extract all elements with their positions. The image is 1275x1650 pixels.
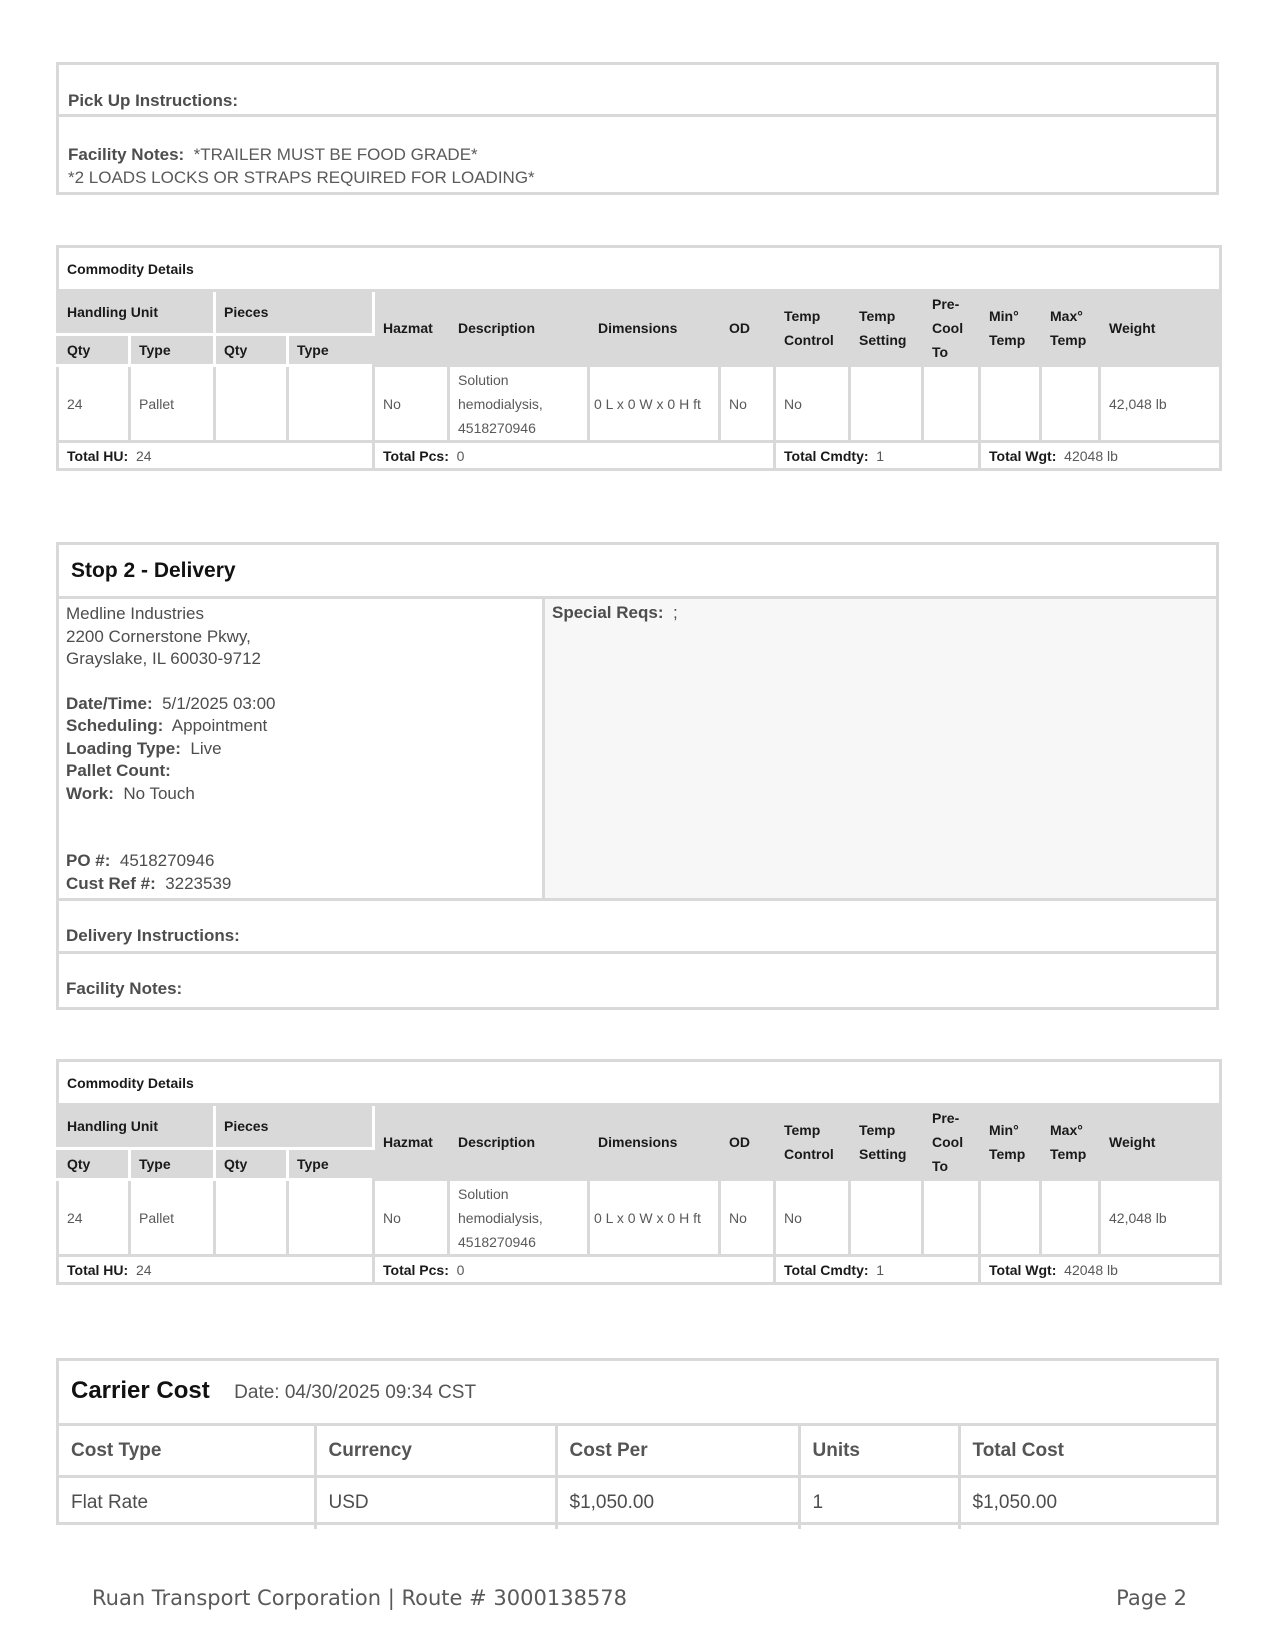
hu-qty-cell: 24 (58, 1180, 130, 1256)
stop2-details (59, 599, 1216, 901)
description-cell: Solution hemodialysis, 4518270946 (449, 366, 589, 442)
pc-type-header: Type (288, 1148, 374, 1179)
delivery-facility-notes-row (59, 954, 1216, 999)
precool-header: Pre- Cool To (923, 291, 980, 366)
od-header: OD (720, 291, 775, 366)
footer-route: Ruan Transport Corporation | Route # 3000138578 (92, 1586, 628, 1610)
pieces-header: Pieces (215, 1105, 374, 1149)
max-temp-cell (1041, 1180, 1100, 1256)
carrier-cost-header-row (59, 1425, 1216, 1477)
delivery-instructions-label: Delivery Instructions: (66, 926, 240, 945)
pickup-instructions-label: Pick Up Instructions: (68, 91, 239, 110)
min-temp-cell (980, 366, 1041, 442)
commodity-details-table (56, 245, 1222, 471)
table-row (58, 366, 1221, 442)
commodity-details-title: Commodity Details (58, 247, 1221, 291)
min-temp-cell (980, 1180, 1041, 1256)
pieces-header: Pieces (215, 291, 374, 335)
temp-control-cell: No (775, 366, 850, 442)
temp-control-header: Temp Control (775, 291, 850, 366)
od-cell: No (720, 366, 775, 442)
od-header: OD (720, 1105, 775, 1180)
cost-type-cell: Flat Rate (59, 1477, 315, 1529)
total-hu: Total HU: 24 (58, 442, 374, 470)
temp-control-header: Temp Control (775, 1105, 850, 1180)
max-temp-header: Max° Temp (1041, 1105, 1100, 1180)
hazmat-cell: No (374, 1180, 449, 1256)
totals-row (58, 1256, 1221, 1284)
currency-cell: USD (315, 1477, 556, 1529)
handling-unit-header: Handling Unit (58, 1105, 215, 1149)
page-footer (92, 1586, 1187, 1610)
carrier-cost-date: Date: 04/30/2025 09:34 CST (234, 1382, 477, 1403)
scheduling: Scheduling: Appointment (66, 716, 268, 735)
dimensions-cell: 0 L x 0 W x 0 H ft (589, 366, 720, 442)
address-line2: Grayslake, IL 60030-9712 (66, 649, 261, 668)
loading-type: Loading Type: Live (66, 738, 222, 758)
temp-setting-header: Temp Setting (850, 291, 923, 366)
total-pcs: Total Pcs: 0 (374, 1256, 775, 1284)
delivery-instructions-row (59, 901, 1216, 954)
min-temp-header: Min° Temp (980, 291, 1041, 366)
units-cell: 1 (799, 1477, 959, 1529)
carrier-cost-box (56, 1358, 1219, 1525)
min-temp-header: Min° Temp (980, 1105, 1041, 1180)
facility-notes-label: Facility Notes: (68, 145, 185, 164)
facility-notes-line1: *TRAILER MUST BE FOOD GRADE* (193, 145, 478, 164)
temp-setting-cell (850, 366, 923, 442)
max-temp-cell (1041, 366, 1100, 442)
total-wgt: Total Wgt: 42048 lb (980, 442, 1221, 470)
description-header: Description (449, 291, 589, 366)
pickup-instructions-row (59, 65, 1216, 117)
pc-qty-cell (215, 366, 288, 442)
pickup-facility-notes-row (59, 117, 1216, 189)
od-cell: No (720, 1180, 775, 1256)
datetime: Date/Time: 5/1/2025 03:00 (66, 693, 276, 713)
page-number: Page 2 (1116, 1586, 1187, 1610)
hu-type-cell: Pallet (130, 1180, 215, 1256)
facility-notes-line2: *2 LOADS LOCKS OR STRAPS REQUIRED FOR LOADING* (68, 168, 535, 187)
pc-type-cell (288, 366, 374, 442)
delivery-facility-notes-label: Facility Notes: (66, 979, 183, 998)
total-cost-cell: $1,050.00 (959, 1477, 1216, 1529)
dimensions-header: Dimensions (589, 291, 720, 366)
special-reqs-label: Special Reqs: (552, 603, 664, 622)
total-pcs: Total Pcs: 0 (374, 442, 775, 470)
work: Work: No Touch (66, 783, 195, 803)
hu-qty-cell: 24 (58, 366, 130, 442)
commodity-details-table (56, 1059, 1222, 1285)
table-row (59, 1477, 1216, 1529)
cost-per-cell: $1,050.00 (556, 1477, 799, 1529)
carrier-cost-title: Carrier Cost (71, 1377, 210, 1404)
special-reqs-panel (545, 599, 1216, 898)
pc-type-cell (288, 1180, 374, 1256)
hu-type-header: Type (130, 334, 215, 365)
pickup-instructions-box (56, 62, 1219, 195)
pc-qty-cell (215, 1180, 288, 1256)
cost-type-header: Cost Type (59, 1425, 315, 1477)
temp-setting-header: Temp Setting (850, 1105, 923, 1180)
cost-per-header: Cost Per (556, 1425, 799, 1477)
total-cmdty: Total Cmdty: 1 (775, 1256, 980, 1284)
totals-row (58, 442, 1221, 470)
total-cost-header: Total Cost (959, 1425, 1216, 1477)
stop2-title: Stop 2 - Delivery (59, 545, 1216, 599)
commodity-details-title: Commodity Details (58, 1061, 1221, 1105)
total-cmdty: Total Cmdty: 1 (775, 442, 980, 470)
hu-qty-header: Qty (58, 334, 130, 365)
hu-qty-header: Qty (58, 1148, 130, 1179)
precool-cell (923, 366, 980, 442)
temp-control-cell: No (775, 1180, 850, 1256)
units-header: Units (799, 1425, 959, 1477)
hazmat-header: Hazmat (374, 1105, 449, 1180)
carrier-cost-header (59, 1361, 1216, 1423)
weight-header: Weight (1100, 1105, 1221, 1180)
company-name: Medline Industries (66, 604, 204, 623)
pc-type-header: Type (288, 334, 374, 365)
handling-unit-header: Handling Unit (58, 291, 215, 335)
temp-setting-cell (850, 1180, 923, 1256)
pallet-count: Pallet Count: (66, 761, 171, 780)
cust-ref: Cust Ref #: 3223539 (66, 873, 232, 893)
currency-header: Currency (315, 1425, 556, 1477)
description-header: Description (449, 1105, 589, 1180)
dimensions-header: Dimensions (589, 1105, 720, 1180)
total-wgt: Total Wgt: 42048 lb (980, 1256, 1221, 1284)
weight-header: Weight (1100, 291, 1221, 366)
hazmat-header: Hazmat (374, 291, 449, 366)
pc-qty-header: Qty (215, 1148, 288, 1179)
description-cell: Solution hemodialysis, 4518270946 (449, 1180, 589, 1256)
precool-cell (923, 1180, 980, 1256)
carrier-cost-table (59, 1423, 1216, 1529)
max-temp-header: Max° Temp (1041, 291, 1100, 366)
hu-type-header: Type (130, 1148, 215, 1179)
precool-header: Pre- Cool To (923, 1105, 980, 1180)
hazmat-cell: No (374, 366, 449, 442)
dimensions-cell: 0 L x 0 W x 0 H ft (589, 1180, 720, 1256)
po-number: PO #: 4518270946 (66, 851, 215, 870)
stop2-delivery-box (56, 542, 1219, 1010)
hu-type-cell: Pallet (130, 366, 215, 442)
special-reqs-value: ; (672, 603, 678, 622)
weight-cell: 42,048 lb (1100, 1180, 1221, 1256)
total-hu: Total HU: 24 (58, 1256, 374, 1284)
table-row (58, 1180, 1221, 1256)
pc-qty-header: Qty (215, 334, 288, 365)
stop2-address-panel (59, 599, 545, 898)
weight-cell: 42,048 lb (1100, 366, 1221, 442)
address-line1: 2200 Cornerstone Pkwy, (66, 626, 251, 646)
